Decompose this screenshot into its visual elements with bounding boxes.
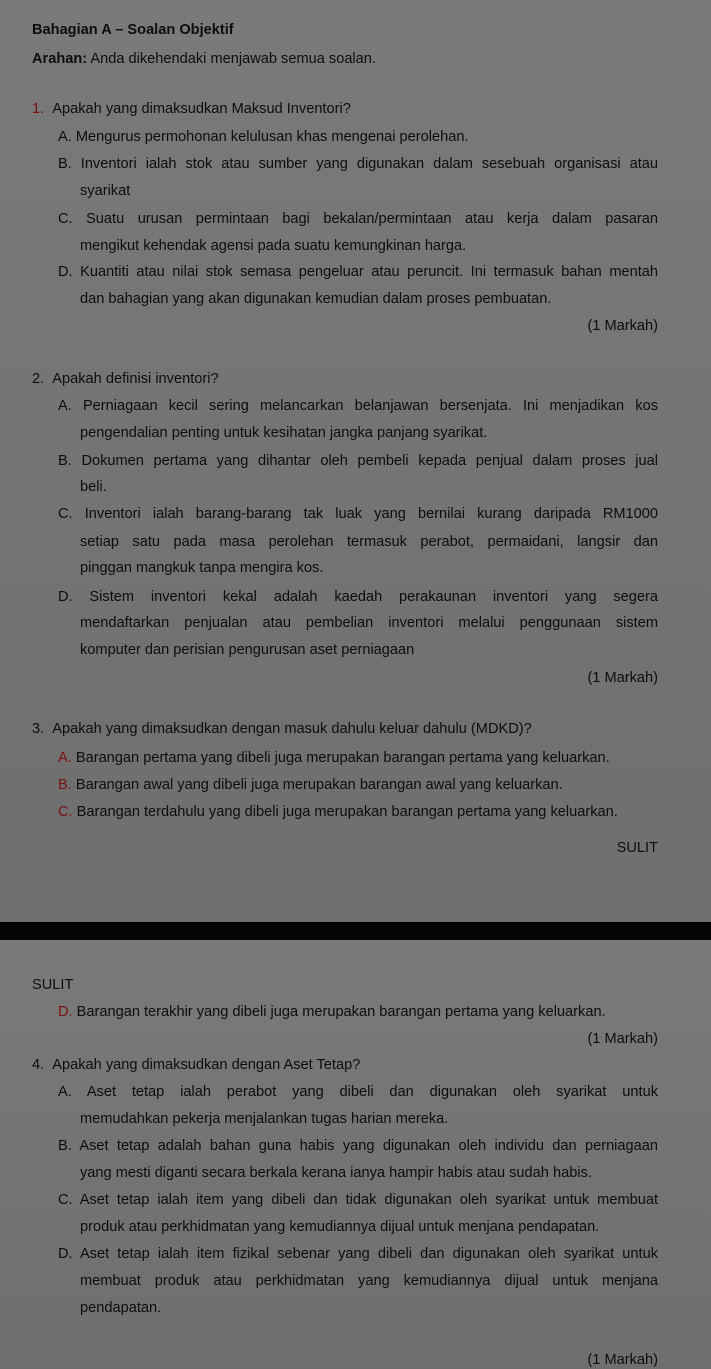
q2-option-c-cont-1: setiap satu pada masa perolehan termasuk perabot, permaidani, langsir dan: [80, 534, 658, 550]
option-text: Barangan awal yang dibeli juga merupakan barangan awal yang keluarkan.: [75, 777, 563, 793]
q1-option-b[interactable]: [58, 156, 658, 173]
q2-option-c[interactable]: [58, 506, 658, 523]
option-text: Barangan pertama yang dibeli juga merupakan barangan pertama yang keluarkan.: [75, 750, 610, 766]
q4-option-b[interactable]: [58, 1138, 658, 1155]
option-label: A.: [58, 398, 72, 414]
question-number: 1.: [32, 101, 45, 117]
option-text: Kuantiti atau nilai stok semasa pengeluar atau peruncit. Ini termasuk bahan mentah: [80, 264, 658, 280]
q4-marks: (1 Markah): [587, 1352, 658, 1368]
option-text: Dokumen pertama yang dihantar oleh pembeli kepada penjual dalam proses jual: [81, 453, 658, 469]
option-label: D.: [58, 589, 73, 605]
header-sulit: SULIT: [32, 977, 74, 993]
question-number: 4.: [32, 1057, 45, 1073]
q2-option-b[interactable]: [58, 453, 658, 470]
option-text: Aset tetap ialah perabot yang dibeli dan digunakan oleh syarikat untuk: [86, 1084, 658, 1100]
option-label: A.: [58, 129, 72, 145]
q1-option-c-cont: mengikut kehendak agensi pada suatu kemungkinan harga.: [80, 238, 467, 254]
question-number: 3.: [32, 721, 45, 737]
q2-option-a[interactable]: [58, 398, 658, 415]
option-label: C.: [58, 1192, 73, 1208]
option-label: A.: [58, 1084, 72, 1100]
q1-marks: (1 Markah): [587, 318, 658, 334]
question-text: Apakah yang dimaksudkan dengan masuk dahulu keluar dahulu (MDKD)?: [52, 721, 532, 737]
q4-option-c-cont: produk atau perkhidmatan yang kemudiannya dijual untuk menjana pendapatan.: [80, 1219, 600, 1235]
q4-option-d[interactable]: [58, 1246, 658, 1263]
option-text: Aset tetap ialah item fizikal sebenar yang dibeli dan digunakan oleh syarikat untuk: [79, 1246, 658, 1262]
option-text: Suatu urusan permintaan bagi bekalan/permintaan atau kerja dalam pasaran: [86, 211, 658, 227]
option-text: Perniagaan kecil sering melancarkan belanjawan bersenjata. Ini menjadikan kos: [82, 398, 658, 414]
q1-option-c[interactable]: [58, 211, 658, 228]
q4-option-d-cont-2: pendapatan.: [80, 1300, 162, 1316]
question-number: 2.: [32, 371, 45, 387]
question-text: Apakah yang dimaksudkan dengan Aset Tetap?: [52, 1057, 361, 1073]
option-text: Aset tetap ialah item yang dibeli dan tidak digunakan oleh syarikat untuk membuat: [79, 1192, 658, 1208]
option-label: B.: [58, 156, 72, 172]
question-1: [32, 101, 351, 118]
section-title: Bahagian A – Soalan Objektif: [32, 22, 234, 38]
q2-option-c-cont-2: pinggan mangkuk tanpa mengira kos.: [80, 560, 324, 576]
question-4: [32, 1057, 360, 1074]
q2-option-a-cont: pengendalian penting untuk kesihatan jangka panjang syarikat.: [80, 425, 488, 441]
option-text: Sistem inventori kekal adalah kaedah perakaunan inventori yang segera: [89, 589, 658, 605]
q2-option-d[interactable]: [58, 589, 658, 606]
instruction-text: Anda dikehendaki menjawab semua soalan.: [87, 51, 376, 67]
option-label: A.: [58, 750, 72, 766]
q4-option-a-cont: memudahkan pekerja menjalankan tugas harian mereka.: [80, 1111, 449, 1127]
instruction-label: Arahan:: [32, 51, 88, 67]
option-label: D.: [58, 1246, 73, 1262]
q2-option-b-cont: beli.: [80, 479, 107, 495]
option-label: C.: [58, 211, 73, 227]
q3-option-c[interactable]: [58, 804, 658, 821]
question-text: Apakah yang dimaksudkan Maksud Inventori?: [52, 101, 351, 117]
q3-marks: (1 Markah): [587, 1031, 658, 1047]
option-label: B.: [58, 777, 72, 793]
q2-option-d-cont-1: mendaftarkan penjualan atau pembelian inventori melalui penggunaan sistem: [80, 615, 658, 631]
page-break: [0, 922, 711, 940]
q1-option-d[interactable]: [58, 264, 658, 281]
q4-option-d-cont-1: membuat produk atau perkhidmatan yang kemudiannya dijual untuk menjana: [80, 1273, 658, 1289]
question-text: Apakah definisi inventori?: [52, 371, 219, 387]
q3-option-d[interactable]: [58, 1004, 658, 1021]
q1-option-a[interactable]: [58, 129, 658, 146]
question-3: [32, 721, 532, 738]
q2-option-d-cont-2: komputer dan perisian pengurusan aset perniagaan: [80, 642, 415, 658]
footer-sulit: SULIT: [616, 840, 658, 856]
q4-option-c[interactable]: [58, 1192, 658, 1209]
option-text: Barangan terakhir yang dibeli juga merupakan barangan pertama yang keluarkan.: [76, 1004, 606, 1020]
option-label: C.: [58, 804, 73, 820]
option-label: B.: [58, 1138, 72, 1154]
q4-option-b-cont: yang mesti diganti secara berkala kerana ianya hampir habis atau sudah habis.: [80, 1165, 592, 1181]
question-2: [32, 371, 219, 388]
q1-option-d-cont: dan bahagian yang akan digunakan kemudian dalam proses pembuatan.: [80, 291, 552, 307]
option-text: Aset tetap adalah bahan guna habis yang digunakan oleh individu dan perniagaan: [79, 1138, 659, 1154]
option-text: Inventori ialah barang-barang tak luak yang bernilai kurang daripada RM1000: [84, 506, 658, 522]
q3-option-b[interactable]: [58, 777, 658, 794]
option-label: D.: [58, 264, 73, 280]
q2-marks: (1 Markah): [587, 670, 658, 686]
option-text: Barangan terdahulu yang dibeli juga merupakan barangan pertama yang keluarkan.: [76, 804, 618, 820]
exam-page-2: [0, 940, 711, 1368]
option-label: D.: [58, 1004, 73, 1020]
q4-option-a[interactable]: [58, 1084, 658, 1101]
option-label: C.: [58, 506, 73, 522]
option-text: Mengurus permohonan kelulusan khas mengenai perolehan.: [75, 129, 469, 145]
instruction: [32, 51, 376, 68]
q3-option-a[interactable]: [58, 750, 658, 767]
option-label: B.: [58, 453, 72, 469]
option-text: Inventori ialah stok atau sumber yang digunakan dalam sesebuah organisasi atau: [80, 156, 658, 172]
q1-option-b-cont: syarikat: [80, 183, 131, 199]
